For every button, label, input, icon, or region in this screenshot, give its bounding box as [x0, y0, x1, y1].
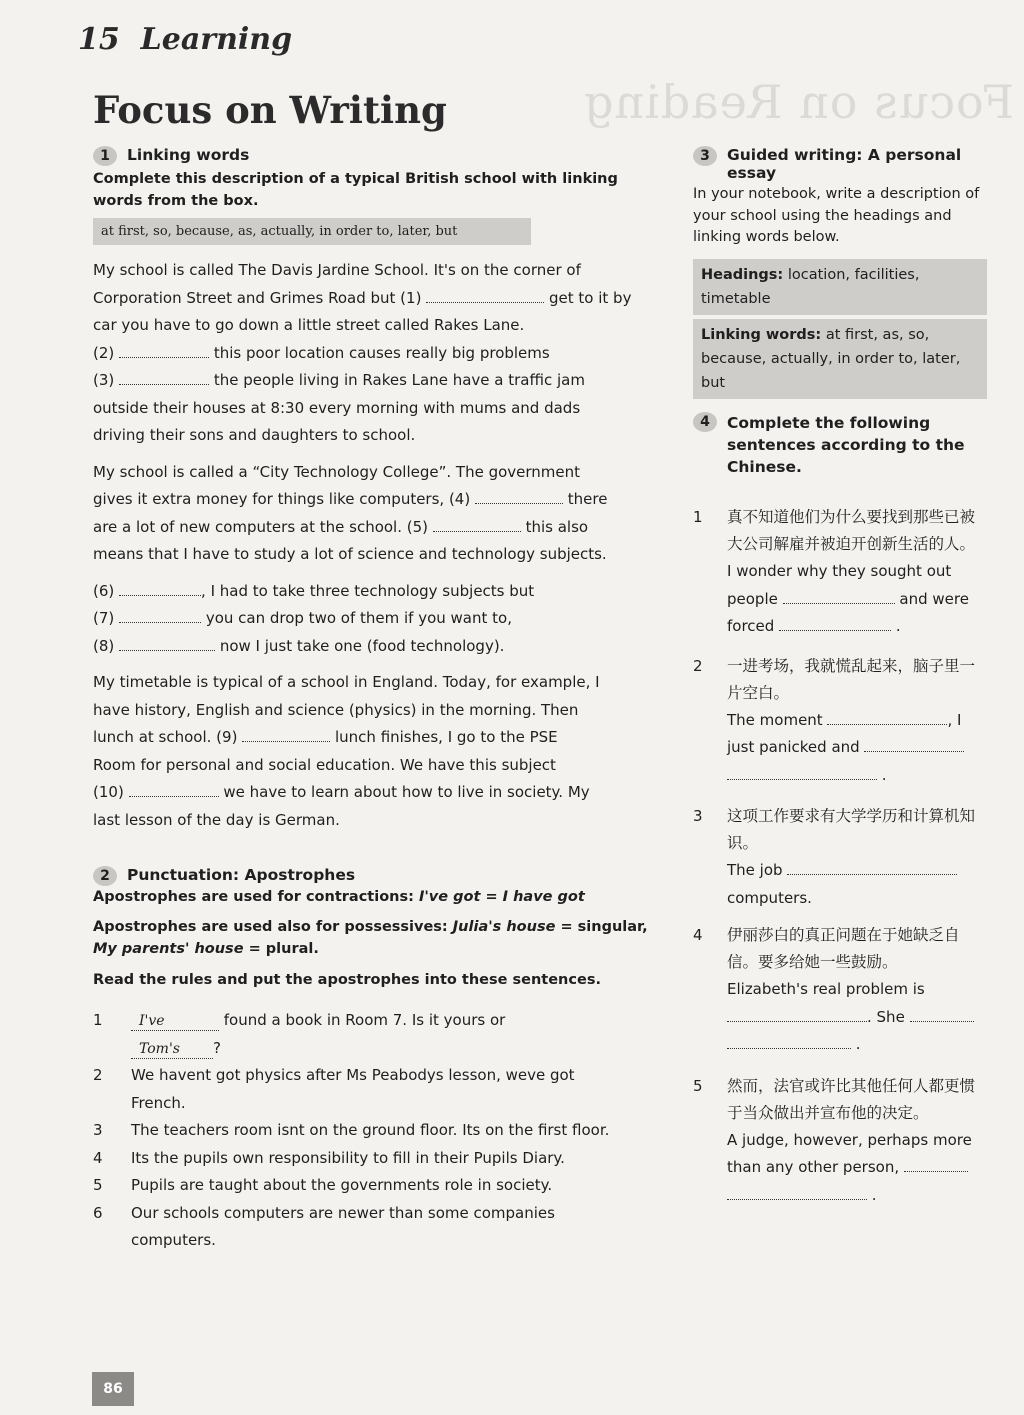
answer-blank[interactable] [779, 616, 891, 631]
list-item [693, 922, 987, 1059]
unit-header [78, 22, 292, 57]
box-text: at first, as, so, because, actually, in order to, later, but [701, 326, 961, 391]
answer-line [727, 976, 987, 1004]
answer-line [727, 707, 987, 735]
text-line: have history, English and science (physics) in the morning. Then [93, 700, 579, 719]
text-span: you can drop two of them if you want to, [205, 609, 512, 627]
answer-line [727, 857, 987, 885]
item-number: 3 [93, 1121, 103, 1139]
item-text: . She [867, 1007, 905, 1026]
text-span: the people living in Rakes Lane have a traffic jam [213, 371, 585, 389]
text-span: Corporation Street and Grimes Road but (1) [93, 288, 422, 307]
text-line: means that I have to study a lot of science and technology subjects. [93, 545, 607, 563]
answer-blank[interactable] [827, 710, 947, 725]
answer-line [727, 1127, 987, 1155]
section-number-badge: 2 [93, 866, 117, 886]
item-text: people [727, 589, 778, 608]
text-span: there [567, 490, 608, 508]
answer-blank-5[interactable] [433, 517, 521, 532]
answer-line [727, 613, 987, 641]
text-span: (10) [93, 783, 124, 801]
item-number: 3 [693, 807, 703, 825]
text-span: get to it by [549, 288, 632, 307]
handwritten-answer: Tom's [139, 1040, 180, 1057]
text-span: gives it extra money for things like computers, (4) [93, 490, 471, 508]
answer-blank-6[interactable] [119, 581, 201, 596]
item-text: forced [727, 617, 775, 635]
item-number: 2 [93, 1066, 103, 1084]
answer-line [727, 1182, 987, 1210]
unit-number: 15 [78, 22, 120, 57]
text-line [93, 285, 653, 313]
section-title: Punctuation: Apostrophes [127, 866, 356, 884]
answer-line [727, 1031, 987, 1059]
unit-title: Learning [140, 22, 293, 57]
box-label: Linking words: [701, 326, 822, 343]
answer-blank-8[interactable] [119, 636, 215, 651]
answer-line [727, 734, 987, 762]
text-line [93, 724, 653, 752]
item-text: The teachers room isnt on the ground floor. Its on the first floor. [131, 1121, 610, 1139]
item-text: Our schools computers are newer than some companies computers. [131, 1203, 555, 1249]
answer-blank[interactable] [131, 1039, 213, 1059]
rule-example: I've got = I have got [418, 889, 585, 905]
item-text: Its the pupils own responsibility to fill in their Pupils Diary. [131, 1148, 565, 1167]
item-number: 4 [93, 1148, 103, 1167]
section-instruction: In your notebook, write a description of your school using the headings and linking words below. [693, 186, 980, 245]
section-instruction: Read the rules and put the apostrophes into these sentences. [93, 972, 601, 988]
item-text: found a book in Room 7. Is it yours or [223, 1011, 506, 1029]
text-line: Room for personal and social education. We have this subject [93, 755, 556, 774]
item-text: I wonder why they sought out [727, 562, 952, 580]
section-3-heading [693, 146, 987, 182]
text-span: we have to learn about how to live in society. My [223, 783, 590, 801]
list-item [93, 1062, 653, 1117]
paragraph-4 [93, 669, 653, 834]
page-title: Focus on Writing [93, 88, 447, 132]
section-number-badge: 4 [693, 412, 717, 432]
text-span: (6) [93, 581, 115, 600]
text-line [93, 605, 653, 633]
item-text: ? [213, 1038, 221, 1057]
answer-line [727, 558, 987, 586]
list-item [693, 1073, 987, 1210]
text-span: (3) [93, 371, 115, 389]
answer-blank[interactable] [727, 1007, 867, 1022]
text-line: outside their houses at 8:30 every morning with mums and dads [93, 398, 581, 417]
text-line [93, 578, 653, 606]
text-line [93, 367, 653, 395]
handwritten-answer: I've [139, 1013, 165, 1029]
item-text: and were [899, 589, 969, 608]
answer-blank[interactable] [910, 1007, 974, 1022]
text-span: (8) [93, 636, 115, 655]
text-line: driving their sons and daughters to school. [93, 426, 416, 444]
text-span: are a lot of new computers at the school. (5) [93, 517, 429, 536]
text-span: (2) [93, 343, 115, 362]
list-item [693, 803, 987, 912]
answer-line [727, 1154, 987, 1182]
item-number: 4 [693, 926, 703, 944]
item-number: 6 [93, 1203, 103, 1222]
section-linking-words [93, 146, 653, 834]
answer-blank-7[interactable] [119, 608, 201, 623]
text-line: last lesson of the day is German. [93, 810, 340, 829]
answer-blank-1[interactable] [426, 288, 544, 303]
item-text: . [895, 617, 901, 635]
answer-line [727, 885, 987, 913]
apostrophe-list [93, 1007, 653, 1255]
chinese-prompt: 真不知道他们为什么要找到那些已被大公司解雇并被迫开创新生活的人。 [727, 508, 976, 553]
item-text: computers. [727, 888, 812, 907]
answer-blank[interactable] [787, 860, 957, 875]
section-1-heading [93, 146, 653, 166]
rule-example: My parents' house [93, 941, 244, 957]
text-span: this poor location causes really big problems [213, 343, 550, 362]
ghost-bleed-title: Focus on Reading [582, 75, 1014, 129]
rule-text: Apostrophes are used also for possessives: [93, 919, 453, 935]
text-line [93, 779, 653, 807]
answer-blank[interactable] [783, 589, 895, 604]
list-item [693, 653, 987, 790]
section-translation [693, 412, 987, 1209]
item-text: Pupils are taught about the governments role in society. [131, 1176, 553, 1194]
answer-blank[interactable] [904, 1157, 968, 1172]
word-box: at first, so, because, as, actually, in order to, later, but [93, 218, 531, 245]
answer-blank-10[interactable] [129, 782, 219, 797]
text-span: now I just take one (food technology). [219, 636, 505, 655]
text-line: My school is called a “City Technology College”. The government [93, 462, 581, 481]
item-text: than any other person, [727, 1158, 900, 1176]
section-4-heading [693, 412, 987, 478]
rule-text: = plural. [243, 941, 319, 957]
section-number-badge: 3 [693, 146, 717, 166]
answer-blank[interactable] [727, 1034, 851, 1049]
answer-line [727, 586, 987, 614]
text-span: , I had to take three technology subjects but [201, 581, 535, 600]
paragraph-3 [93, 578, 653, 661]
list-item [93, 1007, 653, 1062]
paragraph-2 [93, 459, 653, 569]
text-span: lunch finishes, I go to the PSE [334, 728, 558, 746]
chinese-prompt: 伊丽莎白的真正问题在于她缺乏自信。要多给她一些鼓励。 [727, 926, 960, 971]
item-text: . [871, 1185, 877, 1204]
headings-box [693, 259, 987, 315]
item-text: Elizabeth's real problem is [727, 980, 925, 998]
chinese-prompt: 然而，法官或许比其他任何人都更惯于当众做出并宣布他的决定。 [727, 1076, 976, 1122]
page-number: 86 [92, 1372, 134, 1406]
rule-text: = singular, [555, 919, 648, 935]
rule-text: Apostrophes are used for contractions: [93, 889, 419, 905]
chinese-prompt: 这项工作要求有大学学历和计算机知识。 [727, 807, 976, 852]
item-number: 1 [93, 1011, 103, 1029]
answer-blank[interactable] [727, 765, 877, 780]
item-text: We havent got physics after Ms Peabodys lesson, weve got French. [131, 1066, 575, 1112]
section-title: Complete the following sentences according to the Chinese. [727, 414, 965, 476]
rule-possessives [93, 916, 653, 960]
text-line [93, 340, 653, 368]
section-number-badge: 1 [93, 146, 117, 166]
item-text: The moment [727, 710, 823, 729]
text-line [93, 486, 653, 514]
section-apostrophes [93, 866, 653, 1255]
text-span: this also [525, 517, 589, 536]
answer-blank[interactable] [727, 1185, 867, 1200]
item-text: , I [947, 710, 962, 729]
list-item [93, 1200, 653, 1255]
list-item [93, 1172, 653, 1200]
list-item [93, 1145, 653, 1173]
text-span: (7) [93, 609, 115, 627]
text-span: lunch at school. (9) [93, 728, 238, 746]
section-title: Linking words [127, 146, 250, 164]
answer-blank[interactable] [131, 1011, 219, 1031]
box-label: Headings: [701, 266, 784, 283]
text-line: My timetable is typical of a school in England. Today, for example, I [93, 673, 600, 691]
item-text: just panicked and [727, 738, 860, 756]
item-text: A judge, however, perhaps more [727, 1130, 972, 1149]
section-guided-writing [693, 146, 987, 399]
section-title: Guided writing: A personal essay [727, 146, 962, 182]
answer-blank-2[interactable] [119, 343, 209, 358]
section-instruction: Complete this description of a typical British school with linking words from the box. [93, 171, 618, 209]
answer-line [727, 762, 987, 790]
item-number: 1 [693, 508, 703, 526]
item-text: . [855, 1035, 861, 1053]
text-line [93, 633, 653, 661]
chinese-prompt: 一进考场，我就慌乱起来，脑子里一片空白。 [727, 656, 976, 702]
item-number: 5 [693, 1076, 703, 1095]
item-number: 5 [93, 1176, 103, 1194]
box-text: location, facilities, timetable [701, 266, 920, 307]
answer-blank-3[interactable] [119, 370, 209, 385]
item-text: . [881, 765, 887, 784]
rule-example: Julia's house [452, 919, 556, 935]
text-line: car you have to go down a little street called Rakes Lane. [93, 316, 525, 334]
section-2-heading [93, 866, 653, 886]
list-item [693, 504, 987, 641]
answer-line [727, 1004, 987, 1032]
item-text: The job [727, 861, 783, 879]
answer-blank[interactable] [864, 737, 964, 752]
paragraph-1 [93, 257, 653, 450]
item-number: 2 [693, 656, 703, 675]
rule-contractions [93, 886, 653, 908]
answer-blank-4[interactable] [475, 489, 563, 504]
answer-blank-9[interactable] [242, 727, 330, 742]
text-line: My school is called The Davis Jardine School. It's on the corner of [93, 261, 581, 279]
text-line [93, 514, 653, 542]
linking-words-box [693, 319, 987, 399]
list-item [93, 1117, 653, 1145]
